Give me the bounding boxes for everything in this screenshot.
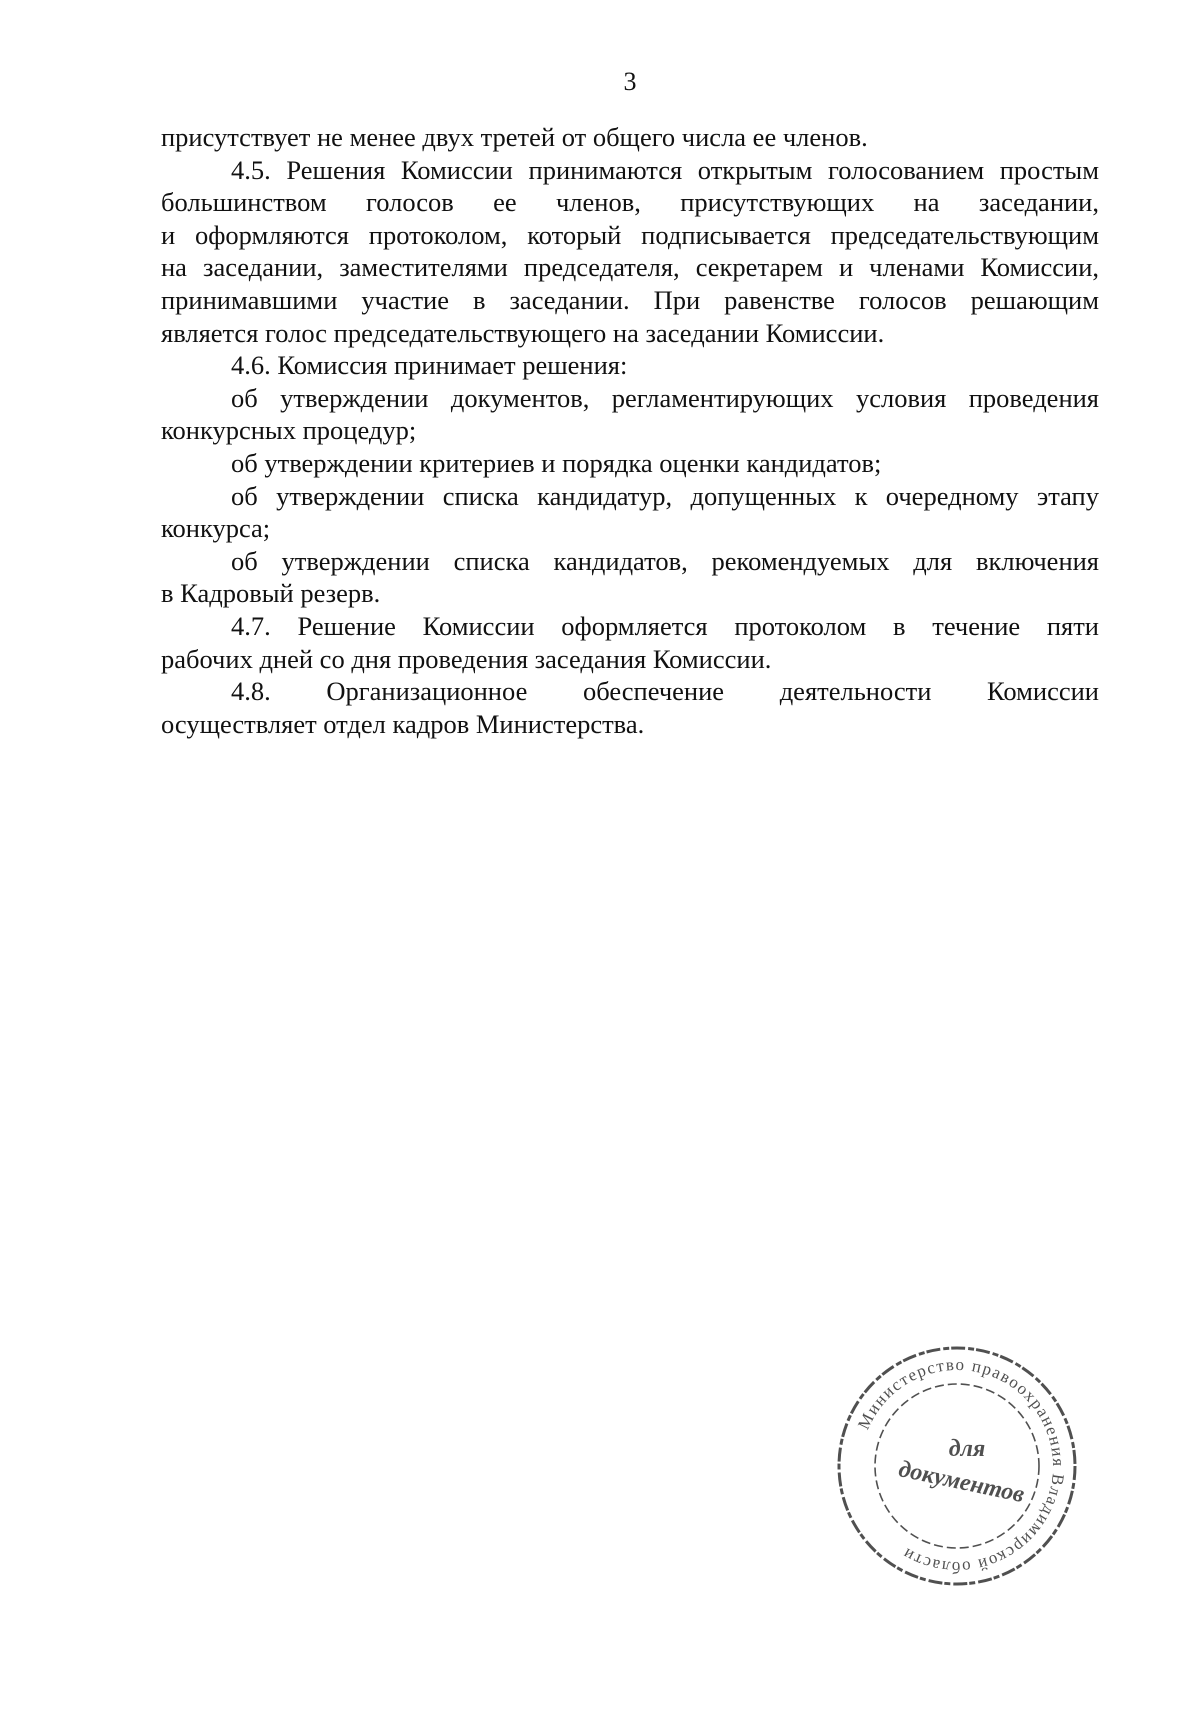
stamp-ring-text: Министерство правоохранения Владимирской области bbox=[853, 1354, 1069, 1578]
text-line: в Кадровый резерв. bbox=[161, 578, 381, 609]
text-line: и оформляются протоколом, который подписывается председательствующим bbox=[161, 219, 1099, 250]
document-body bbox=[161, 121, 1099, 740]
text-line: об утверждении документов, регламентирующих условия проведения bbox=[231, 382, 1099, 413]
text-line: 4.7. Решение Комиссии оформляется протоколом в течение пяти bbox=[231, 610, 1099, 641]
text-line: присутствует не менее двух третей от общего числа ее членов. bbox=[161, 122, 868, 152]
text-line: об утверждении критериев и порядка оценки кандидатов; bbox=[231, 447, 882, 478]
text-line: 4.6. Комиссия принимает решения: bbox=[231, 350, 628, 381]
page-number: 3 bbox=[623, 67, 637, 96]
text-line: об утверждении списка кандидатов, рекомендуемых для включения bbox=[231, 545, 1099, 576]
text-line: об утверждении списка кандидатур, допущенных к очередному этапу bbox=[231, 480, 1099, 511]
text-line: конкурса; bbox=[161, 513, 271, 544]
text-line: осуществляет отдел кадров Министерства. bbox=[161, 708, 645, 739]
text-line: на заседании, заместителями председателя, секретарем и членами Комиссии, bbox=[161, 252, 1099, 283]
text-line: 4.5. Решения Комиссии принимаются открытым голосованием простым bbox=[231, 154, 1099, 185]
text-line: рабочих дней со дня проведения заседания Комиссии. bbox=[161, 643, 772, 674]
official-stamp bbox=[832, 1341, 1082, 1591]
stamp-center-text-2: документов bbox=[896, 1456, 1027, 1509]
text-line: является голос председательствующего на заседании Комиссии. bbox=[161, 317, 885, 348]
text-line: большинством голосов ее членов, присутствующих на заседании, bbox=[161, 187, 1099, 218]
stamp-center-text-1: для bbox=[948, 1436, 986, 1462]
text-line: конкурсных процедур; bbox=[161, 415, 417, 446]
text-line: принимавшими участие в заседании. При равенстве голосов решающим bbox=[161, 284, 1099, 315]
text-line: 4.8. Организационное обеспечение деятельности Комиссии bbox=[231, 676, 1099, 707]
